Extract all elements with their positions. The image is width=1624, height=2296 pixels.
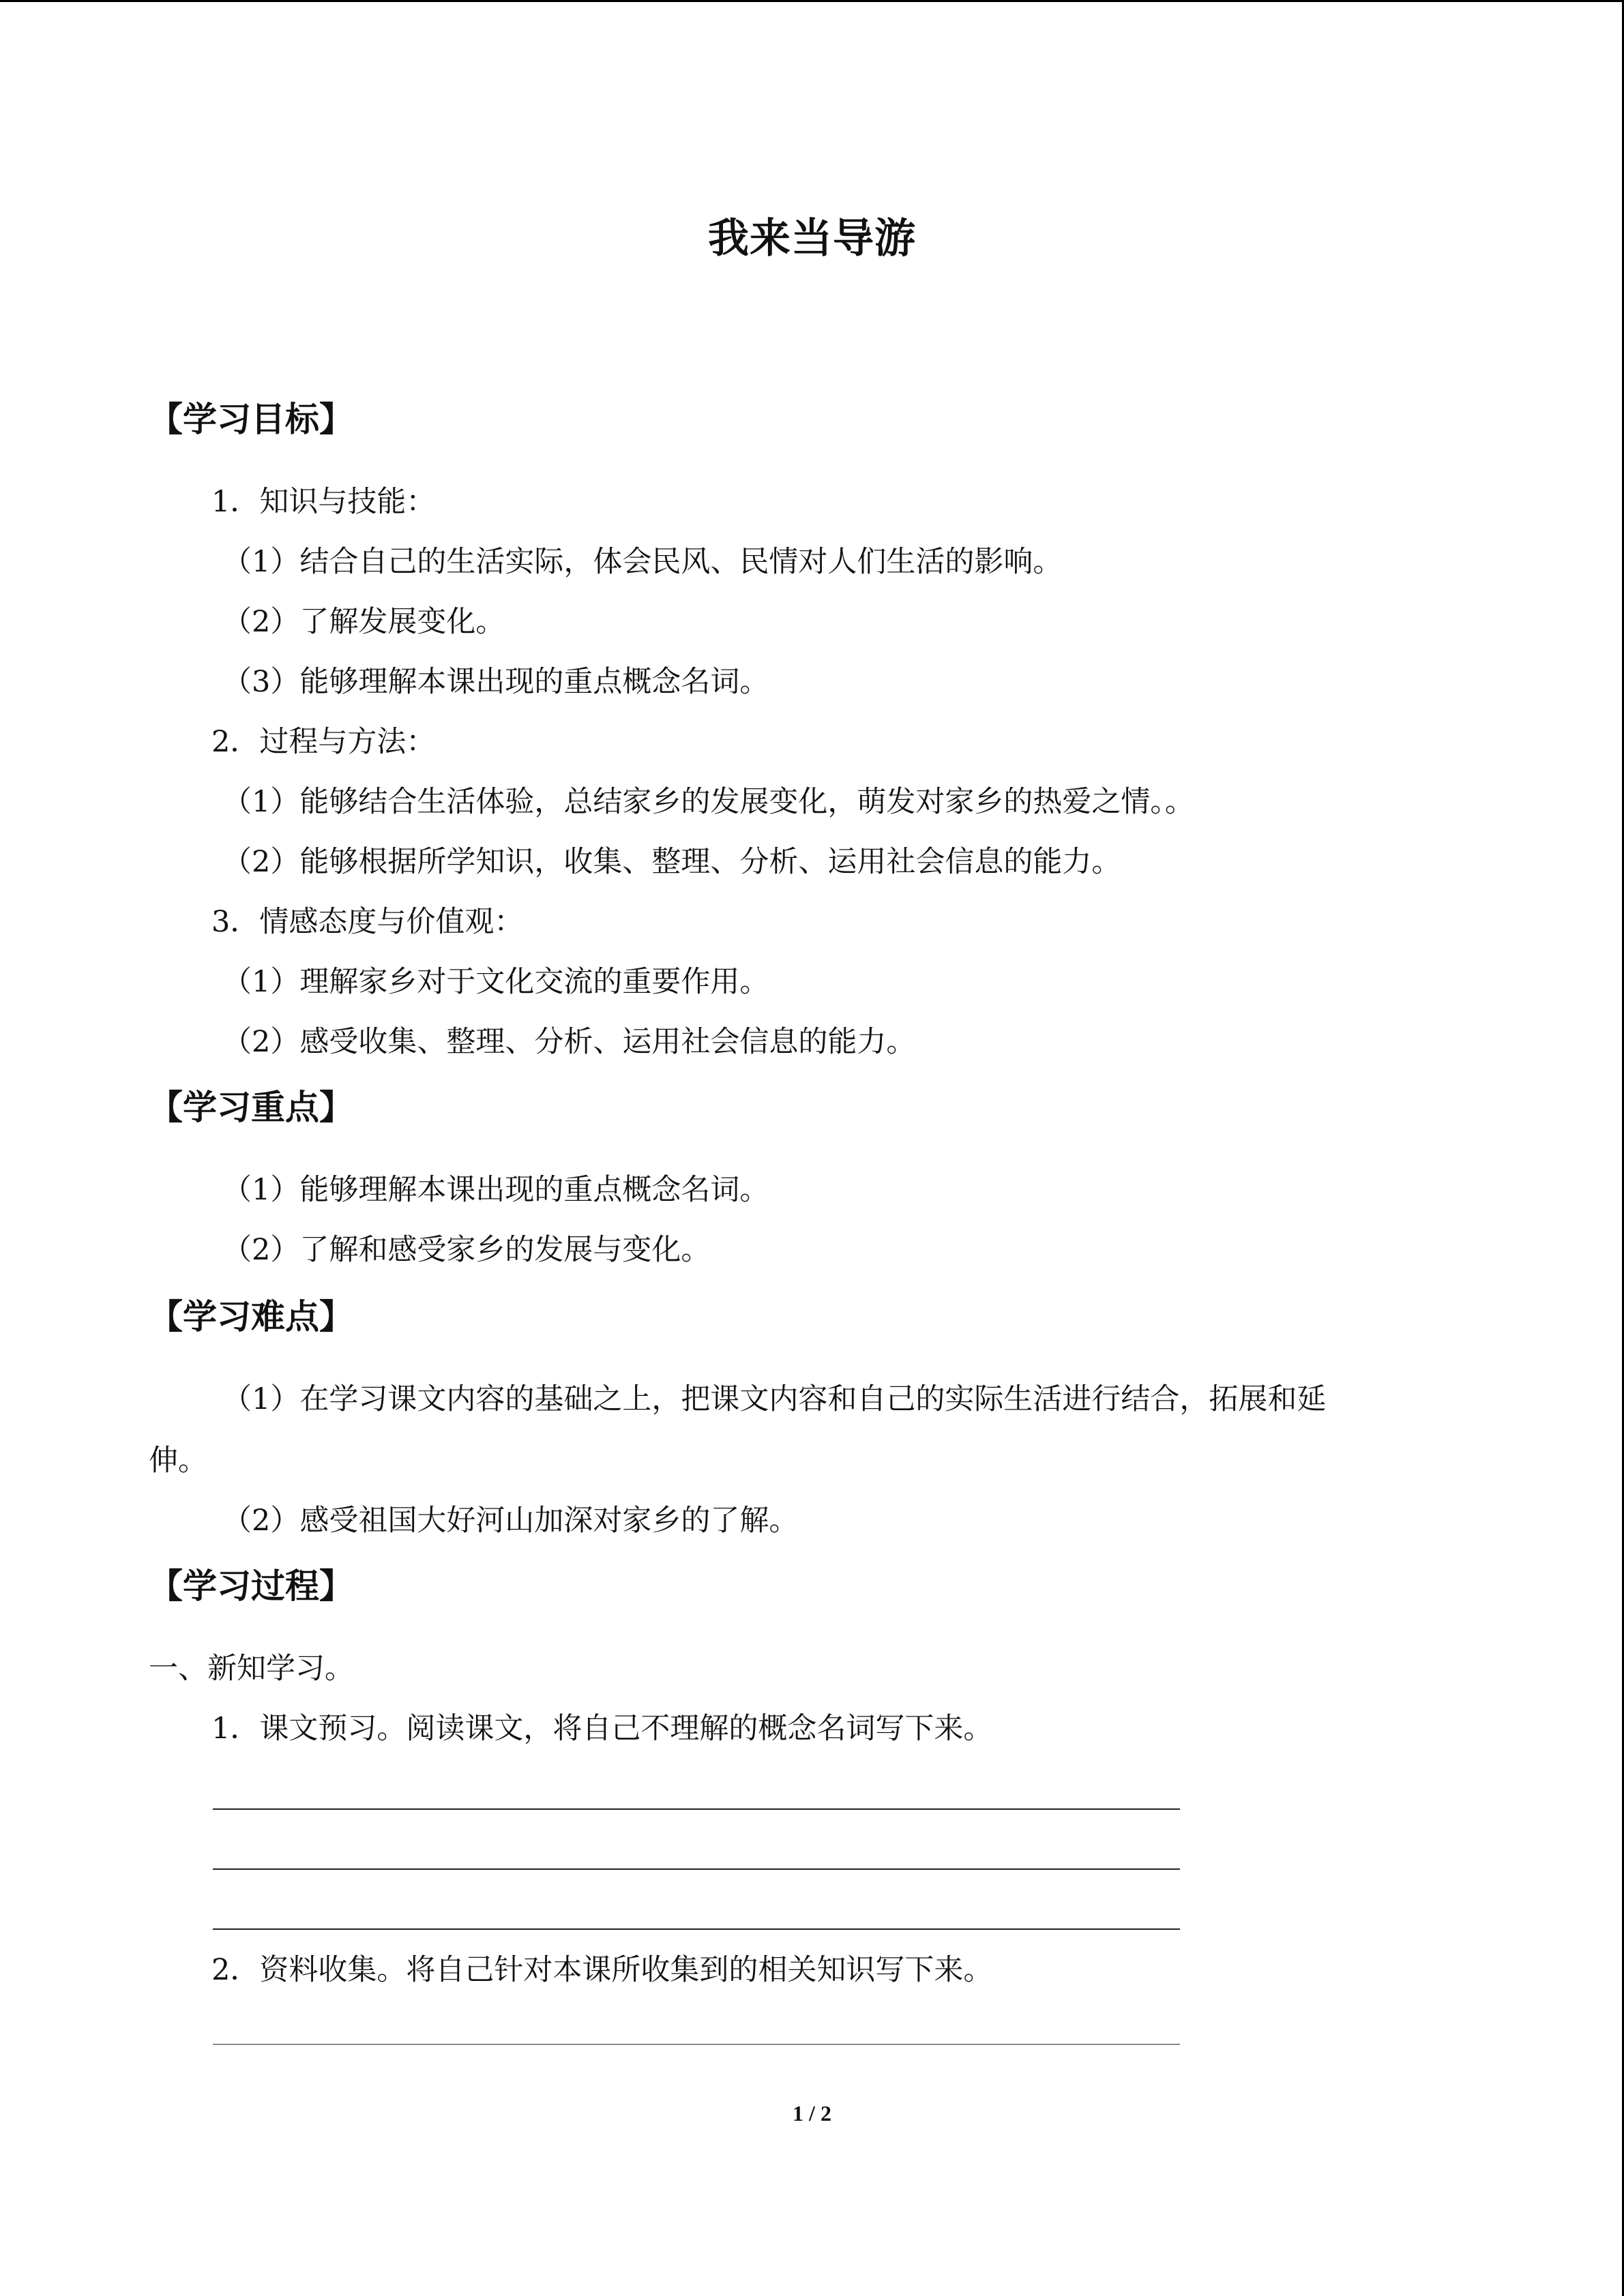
objective-line: （1）理解家乡对于文化交流的重要作用。 [222, 965, 769, 999]
heading-key-points: 【学习重点】 [149, 1088, 353, 1127]
key-point-line: （1）能够理解本课出现的重点概念名词。 [222, 1173, 769, 1207]
objective-line: 2．过程与方法： [211, 725, 436, 759]
process-line: 2．资料收集。将自己针对本课所收集到的相关知识写下来。 [211, 1953, 993, 1987]
difficulty-line: 伸。 [149, 1444, 207, 1478]
answer-blank-line[interactable] [213, 1928, 1180, 1930]
process-line: 1．课文预习。阅读课文，将自己不理解的概念名词写下来。 [211, 1712, 993, 1746]
answer-blank-line[interactable] [213, 2044, 1180, 2045]
top-border [0, 0, 1624, 2]
heading-process: 【学习过程】 [149, 1566, 353, 1606]
answer-blank-line[interactable] [213, 1868, 1180, 1870]
page-title: 我来当导游 [708, 215, 916, 263]
objective-line: （1）结合自己的生活实际，体会民风、民情对人们生活的影响。 [222, 545, 1063, 579]
heading-objectives: 【学习目标】 [149, 400, 353, 439]
heading-difficulties: 【学习难点】 [149, 1297, 353, 1337]
objective-line: （2）了解发展变化。 [222, 605, 505, 639]
objective-line: （1）能够结合生活体验，总结家乡的发展变化，萌发对家乡的热爱之情。。 [222, 785, 1194, 819]
key-point-line: （2）了解和感受家乡的发展与变化。 [222, 1233, 711, 1267]
page-number: 1 / 2 [793, 2101, 831, 2126]
objective-line: 3．情感态度与价值观： [211, 905, 524, 939]
difficulty-line: （2）感受祖国大好河山加深对家乡的了解。 [222, 1504, 799, 1538]
difficulty-line: （1）在学习课文内容的基础之上，把课文内容和自己的实际生活进行结合，拓展和延 [222, 1382, 1327, 1416]
answer-blank-line[interactable] [213, 1808, 1180, 1810]
objective-line: （3）能够理解本课出现的重点概念名词。 [222, 665, 769, 699]
objective-line: （2）能够根据所学知识，收集、整理、分析、运用社会信息的能力。 [222, 845, 1121, 879]
process-line: 一、新知学习。 [149, 1652, 354, 1686]
objective-line: （2）感受收集、整理、分析、运用社会信息的能力。 [222, 1025, 916, 1059]
objective-line: 1．知识与技能： [211, 485, 436, 519]
